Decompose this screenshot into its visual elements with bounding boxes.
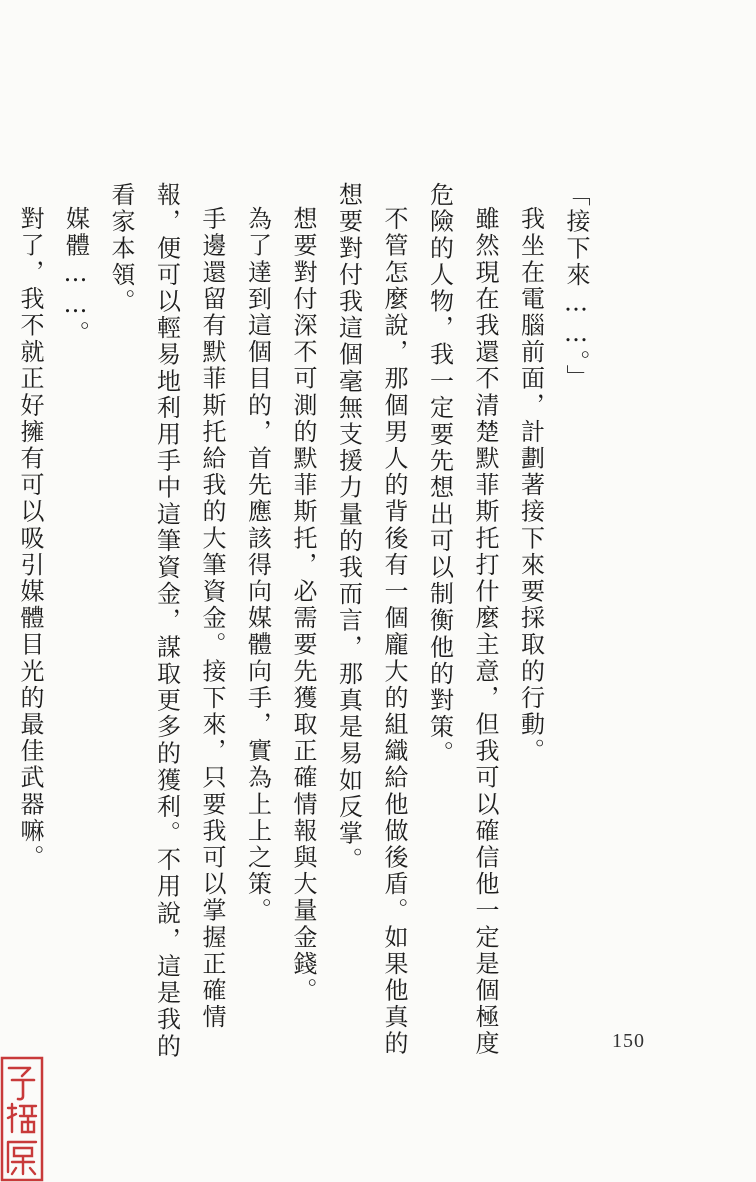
paragraph bbox=[0, 182, 7, 1082]
paragraph: 「接下來……。」 bbox=[562, 182, 590, 391]
paragraph: 為了達到這個目的，首先應該得向媒體向手，實為上上之策。 bbox=[243, 206, 272, 925]
paragraph: 不管怎麼說，那個男人的背後有一個龐大的組織給他做後盾。如果他真的想要對付我這個毫無支援力量的我而言，那真是易如反掌。 bbox=[334, 182, 408, 1058]
vertical-text-body bbox=[0, 182, 598, 1082]
red-seal-stamp-icon bbox=[0, 1056, 44, 1182]
paragraph: 想要對付深不可測的默菲斯托，必需要先獲取正確情報與大量金錢。 bbox=[289, 206, 317, 1004]
page-number: 150 bbox=[612, 1030, 645, 1052]
paragraph: 對了，我不就正好擁有可以吸引媒體目光的最佳武器嘛。 bbox=[16, 206, 44, 871]
paragraph: 我坐在電腦前面，計劃著接下來要採取的行動。 bbox=[516, 206, 545, 765]
paragraph: 雖然現在我還不清楚默菲斯托打什麼主意，但我可以確信他一定是個極度危險的人物，我一定要先想出可以制衡他的對策。 bbox=[425, 182, 499, 1058]
paragraph: 手邊還留有默菲斯托給我的大筆資金。接下來，只要我可以掌握正確情報，便可以輕易地利用手中這筆資金，謀取更多的獲利。不用說，這是我的看家本領。 bbox=[107, 182, 226, 1060]
paragraph: 媒體……。 bbox=[61, 206, 90, 347]
